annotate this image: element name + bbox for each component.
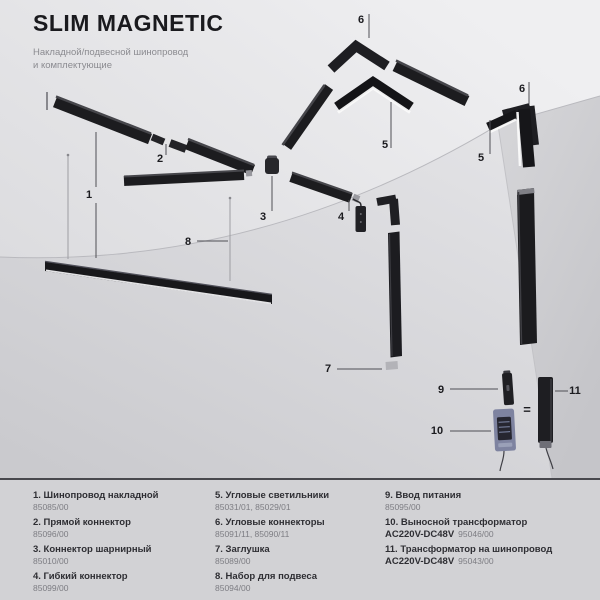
legend-item: 2. Прямой коннектор 85096/00 <box>33 517 131 539</box>
callout-3: 3 <box>259 211 267 223</box>
callout-2: 2 <box>156 153 164 165</box>
legend-item: 8. Набор для подвеса 85094/00 <box>215 571 318 593</box>
external-transformer-icon <box>493 408 516 451</box>
straight-connector-icon <box>170 143 186 149</box>
header <box>33 10 224 72</box>
equals-sign: = <box>523 402 531 417</box>
callout-4: 4 <box>337 211 345 223</box>
legend-column-3 <box>385 490 590 600</box>
page-subtitle <box>33 46 224 72</box>
legend-item: 3. Коннектор шарнирный 85010/00 <box>33 544 152 566</box>
legend-column-2 <box>215 490 385 600</box>
callout-11: 11 <box>569 385 581 397</box>
callout-6: 6 <box>357 14 365 26</box>
end-cap-icon <box>386 361 399 370</box>
callout-8: 8 <box>184 236 192 248</box>
callout-5: 5 <box>381 139 389 151</box>
legend-item: 9. Ввод питания 85095/00 <box>385 490 462 512</box>
subtitle-line2: и комплектующие <box>33 60 112 71</box>
straight-connector-icon <box>152 137 164 142</box>
legend-item: 4. Гибкий коннектор 85099/00 <box>33 571 128 593</box>
subtitle-line1: Накладной/подвесной шинопровод <box>33 47 189 58</box>
legend-item: 6. Угловые коннекторы 85091/11, 85090/11 <box>215 517 325 539</box>
callout-9: 9 <box>437 384 445 396</box>
wall-track-right <box>517 188 537 345</box>
callout-1: 1 <box>85 189 93 201</box>
legend-item: 7. Заглушка 85089/00 <box>215 544 270 566</box>
page-title: SLIM MAGNETIC <box>33 10 224 36</box>
legend-item: 11. Трансформатор на шинопровод AC220V-DC48V 95043/00 <box>385 544 553 567</box>
legend-item: 5. Угловые светильники 85031/01, 85029/01 <box>215 490 330 512</box>
legend-panel <box>0 478 600 600</box>
callout-6b: 6 <box>518 83 526 95</box>
legend-item: 1. Шинопровод накладной 85085/00 <box>33 490 159 512</box>
callout-10: 10 <box>430 425 444 437</box>
hinge-connector-icon <box>265 156 279 175</box>
callout-5b: 5 <box>477 152 485 164</box>
legend-item: 10. Выносной трансформатор AC220V-DC48V 95046/00 <box>385 517 528 540</box>
callout-7: 7 <box>324 363 332 375</box>
legend-column-1 <box>33 490 215 600</box>
